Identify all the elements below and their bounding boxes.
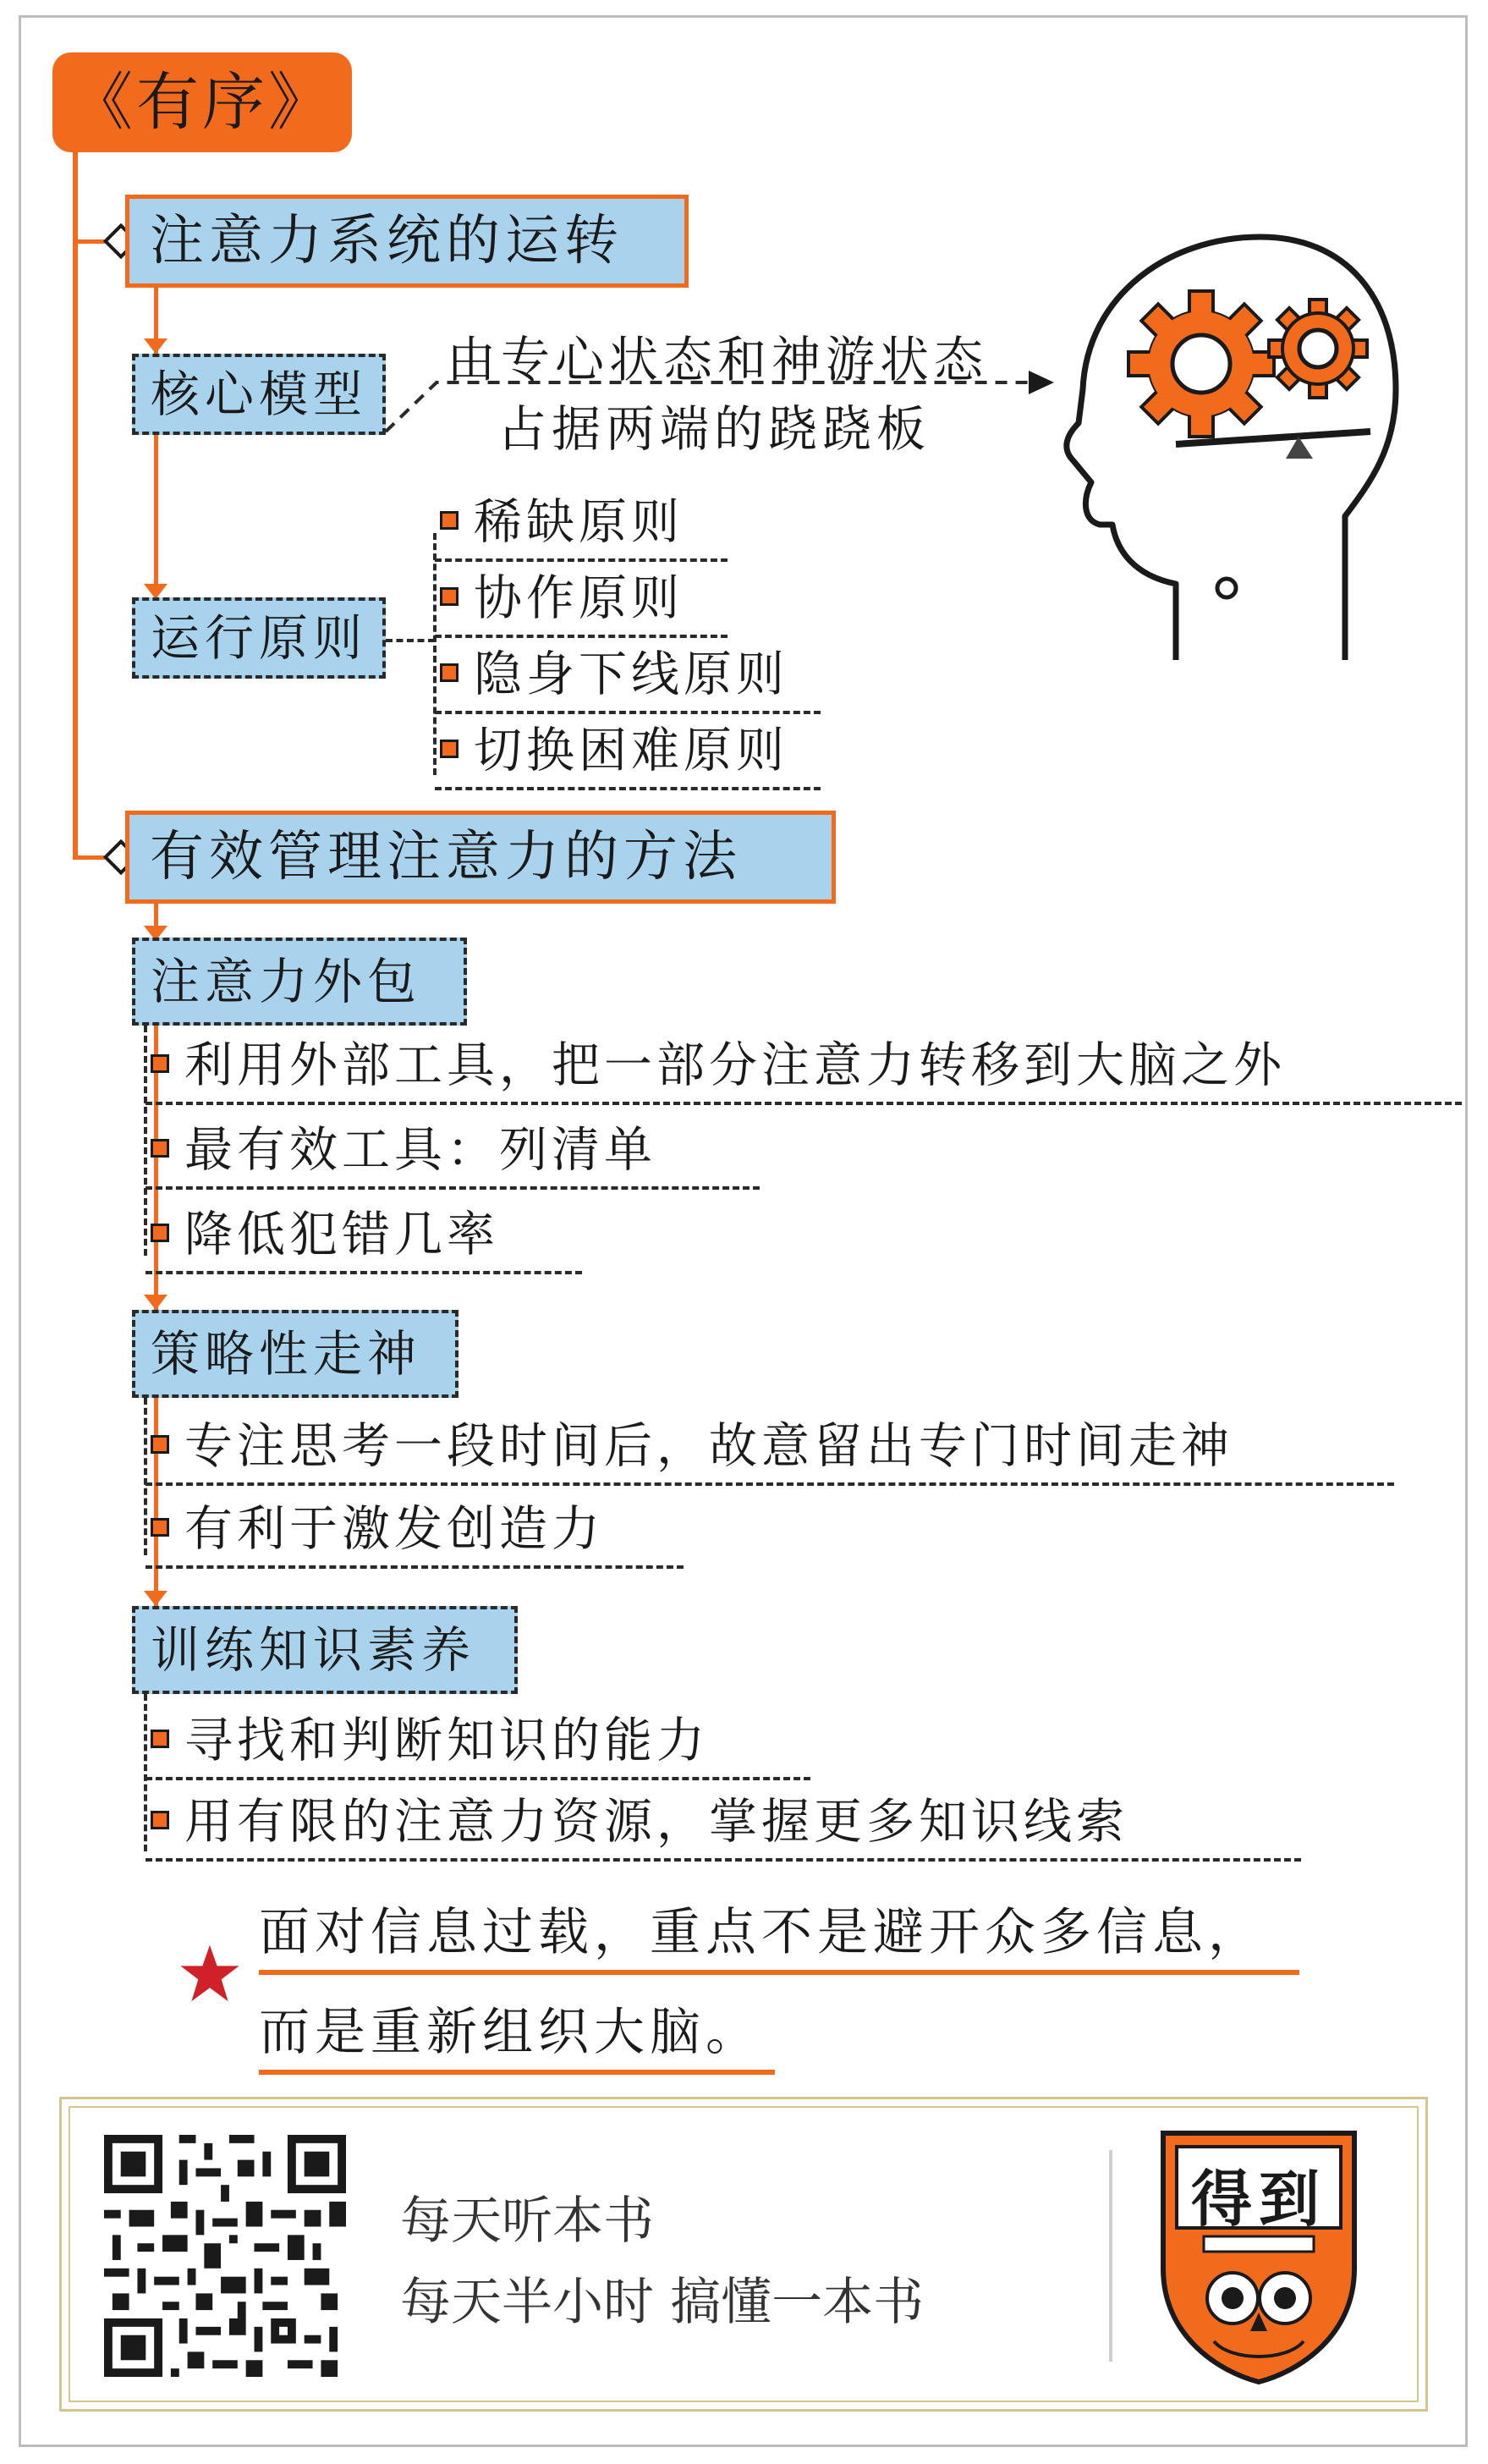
subsection-label: 注意力外包 <box>151 953 422 1010</box>
footer-card <box>59 2097 1428 2412</box>
section-header-attention-system <box>125 195 689 288</box>
list-item: 降低犯错几率 <box>146 1198 582 1274</box>
section-header-attention-methods <box>125 811 836 904</box>
list-item: 用有限的注意力资源，掌握更多知识线索 <box>146 1785 1301 1862</box>
star-icon <box>179 1943 240 2004</box>
bullet-icon <box>151 1811 169 1829</box>
arrow-down-icon <box>144 1591 167 1606</box>
book-title: 《有序》 <box>52 52 352 152</box>
list-item: 稀缺原则 <box>435 486 728 562</box>
arrow-down-icon <box>144 1295 167 1310</box>
bullet-icon <box>151 1518 169 1537</box>
subsection-label: 核心模型 <box>151 366 368 423</box>
list-item: 专注思考一段时间后，故意留出专门时间走神 <box>146 1410 1394 1486</box>
subsection-label: 运行原则 <box>151 609 368 667</box>
subsection-core-model <box>132 354 386 435</box>
list-item: 最有效工具：列清单 <box>146 1114 760 1190</box>
bullet-icon <box>151 1435 169 1454</box>
list-item: 寻找和判断知识的能力 <box>146 1704 810 1780</box>
main-trunk-line <box>73 152 78 860</box>
dedao-logo-text: 得到 <box>1190 2163 1326 2235</box>
bullet-icon <box>440 511 458 530</box>
bullet-icon <box>440 663 458 682</box>
quote-line-2: 而是重新组织大脑。 <box>259 1992 775 2075</box>
section1-tree-line <box>154 288 158 592</box>
footer-divider <box>1109 2150 1112 2362</box>
bullet-icon <box>151 1730 169 1748</box>
footer-slogan-1: 每天听本书 <box>400 2192 654 2251</box>
bullet-icon <box>151 1054 169 1073</box>
arrow-down-icon <box>144 338 167 354</box>
list-item: 切换困难原则 <box>435 714 821 790</box>
quote-line-1: 面对信息过载，重点不是避开众多信息， <box>259 1892 1299 1975</box>
bullet-icon <box>440 587 458 606</box>
footer-slogan-2: 每天半小时 搞懂一本书 <box>400 2273 925 2332</box>
subsection-label: 训练知识素养 <box>151 1621 476 1679</box>
bullet-icon <box>151 1224 169 1242</box>
bullet-icon <box>151 1139 169 1158</box>
head-gears-icon <box>1049 228 1404 668</box>
subsection-knowledge-literacy <box>132 1606 518 1694</box>
list-item: 隐身下线原则 <box>435 638 821 714</box>
list-item: 利用外部工具，把一部分注意力转移到大脑之外 <box>146 1029 1462 1105</box>
section-header-label: 有效管理注意力的方法 <box>150 826 742 888</box>
subsection-attention-outsourcing <box>132 938 467 1026</box>
subsection-operating-principles <box>132 597 386 679</box>
subsection-label: 策略性走神 <box>151 1325 422 1383</box>
principles-connector <box>386 639 435 642</box>
list-item: 有利于激发创造力 <box>146 1493 684 1569</box>
core-model-desc-line1: 由专心状态和神游状态 <box>447 331 989 388</box>
subsection-strategic-mind-wandering <box>132 1310 458 1398</box>
qr-code-icon <box>104 2135 346 2377</box>
core-model-desc-line2: 占据两端的跷跷板 <box>497 400 931 458</box>
list-item: 协作原则 <box>435 562 728 638</box>
bullet-icon <box>440 740 458 758</box>
dedao-logo-icon <box>1155 2125 1363 2387</box>
section-header-label: 注意力系统的运转 <box>150 210 623 272</box>
